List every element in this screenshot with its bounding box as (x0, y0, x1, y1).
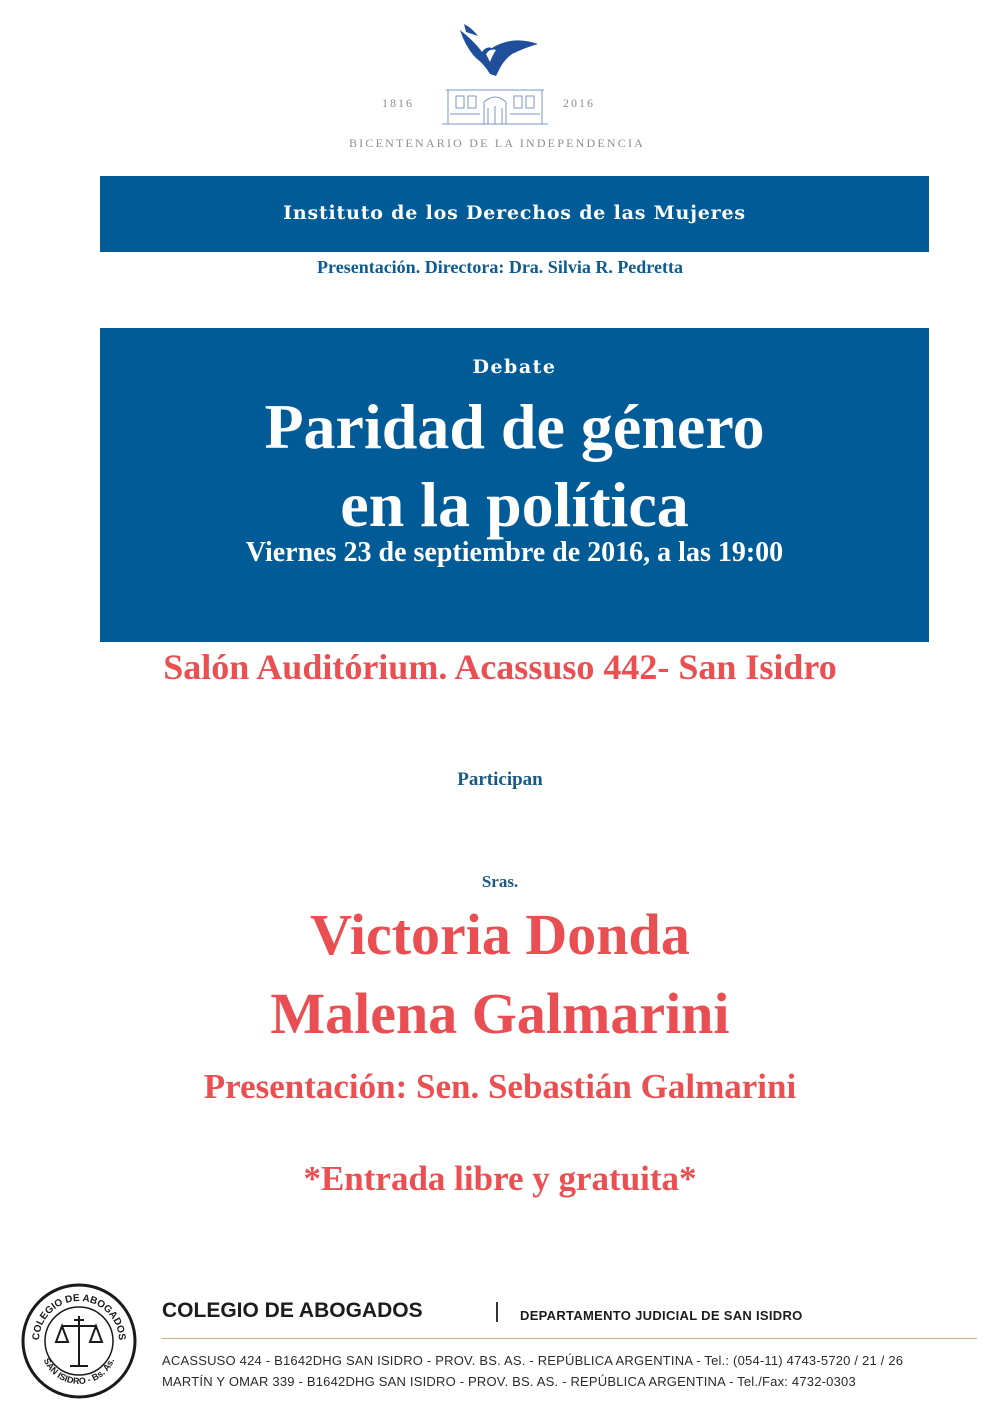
institute-title: Instituto de los Derechos de las Mujeres (283, 202, 746, 224)
footer-rule (162, 1338, 977, 1339)
event-title-line-1: Paridad de género (264, 391, 765, 462)
presenter-line: Presentación: Sen. Sebastián Galmarini (203, 1067, 797, 1106)
speaker-name: Victoria Donda (310, 902, 690, 967)
event-title-line-2: en la política (340, 469, 689, 540)
event-date: Viernes 23 de septiembre de 2016, a las 19:00 (245, 537, 784, 568)
director-line: Presentación. Directora: Dra. Silvia R. Pedretta (317, 257, 683, 277)
address-line: ACASSUSO 424 - B1642DHG SAN ISIDRO - PROV. BS. AS. - REPÚBLICA ARGENTINA - Tel.: (054-11) 4743-5720 / 21 / 26 (162, 1353, 904, 1368)
event-label: Debate (472, 356, 557, 378)
colegio-seal-logo (20, 1282, 138, 1400)
event-title (100, 388, 929, 544)
participants-honorific: Sras. (481, 872, 519, 891)
event-venue: Salón Auditórium. Acassuso 442- San Isidro (163, 647, 837, 687)
bicentenario-caption: BICENTENARIO DE LA INDEPENDENCIA (348, 136, 646, 150)
svg-text:SAN ISIDRO - Bs. As.: SAN ISIDRO - Bs. As. (41, 1356, 117, 1387)
speaker-name: Malena Galmarini (270, 981, 730, 1046)
svg-text:COLEGIO DE ABOGADOS: COLEGIO DE ABOGADOS (30, 1292, 128, 1341)
footer-separator (496, 1302, 498, 1322)
address-line: MARTÍN Y OMAR 339 - B1642DHG SAN ISIDRO - PROV. BS. AS. - REPÚBLICA ARGENTINA - Tel./Fax: 4732-0303 (162, 1374, 856, 1389)
year-left: 1816 (382, 96, 414, 110)
bicentenario-emblem (420, 18, 570, 130)
department-name: DEPARTAMENTO JUDICIAL DE SAN ISIDRO (520, 1308, 803, 1323)
organization-name: COLEGIO DE ABOGADOS (162, 1299, 423, 1322)
participants-heading: Participan (457, 769, 543, 790)
admission-note: *Entrada libre y gratuita* (303, 1159, 697, 1198)
year-right: 2016 (563, 96, 595, 110)
